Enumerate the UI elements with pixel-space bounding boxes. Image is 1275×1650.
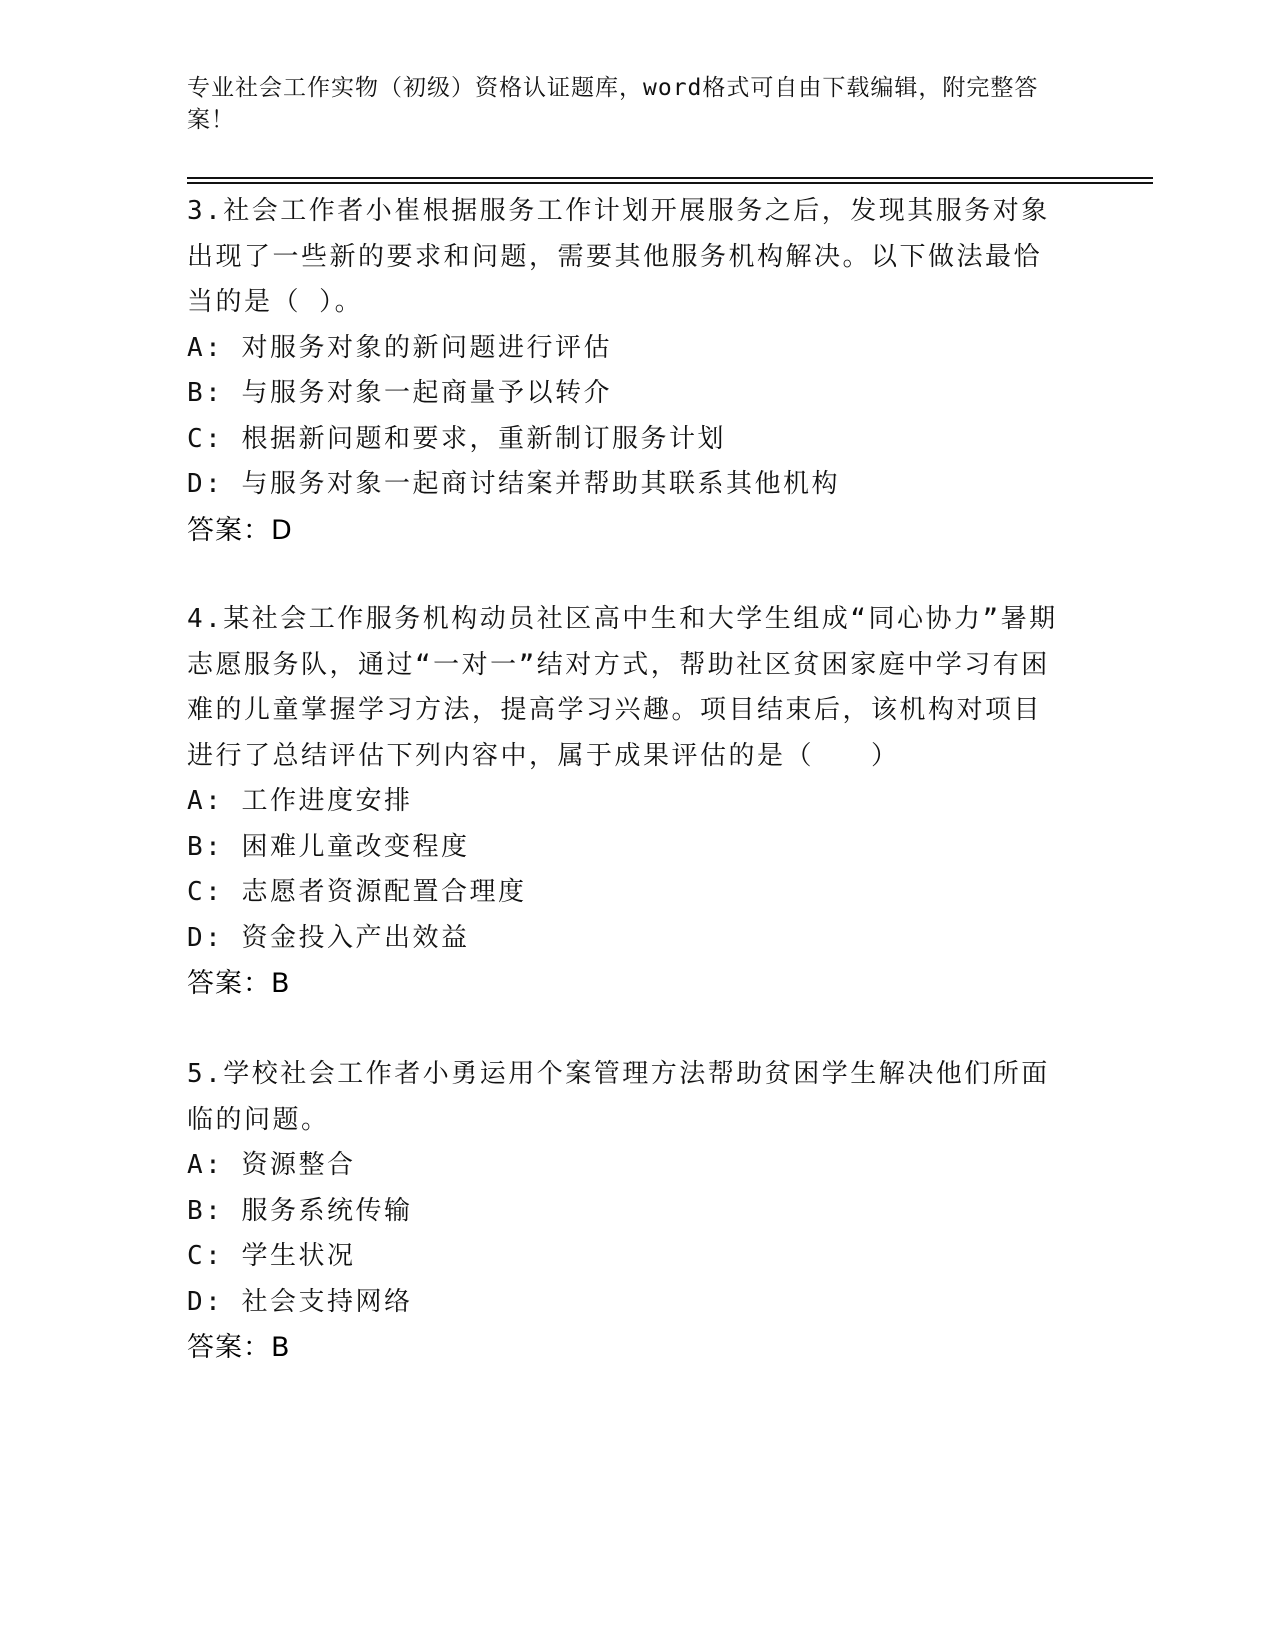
option-a: A: 工作进度安排 [187, 786, 413, 816]
header-divider-top [187, 177, 1153, 179]
question-stem: 3.社会工作者小崔根据服务工作计划开展服务之后，发现其服务对象出现了一些新的要求和问题，需要其他服务机构解决。以下做法最恰当的是（ ）。 [187, 196, 1050, 317]
option-a: A: 对服务对象的新问题进行评估 [187, 332, 612, 363]
option-c: C: 学生状况 [187, 1241, 356, 1271]
question-3 [187, 189, 1067, 553]
header-divider-bottom [187, 182, 1153, 184]
option-d: D: 资金投入产出效益 [187, 922, 470, 953]
option-d: D: 与服务对象一起商讨结案并帮助其联系其他机构 [187, 469, 840, 499]
question-stem: 4.某社会工作服务机构动员社区高中生和大学生组成“同心协力”暑期志愿服务队，通过“一对一”结对方式，帮助社区贫困家庭中学习有困难的儿童掌握学习方法，提高学习兴趣。项目结束后，该机构对项目进行了总结评估下列内容中，属于成果评估的是（ ） [187, 604, 1058, 771]
option-d: D: 社会支持网络 [187, 1286, 413, 1317]
question-5 [187, 1052, 1067, 1371]
option-b: B: 与服务对象一起商量予以转介 [187, 378, 612, 408]
page-header: 专业社会工作实物（初级）资格认证题库，word格式可自由下载编辑，附完整答案！ [187, 75, 1039, 133]
answer: 答案：D [187, 514, 293, 546]
option-b: B: 困难儿童改变程度 [187, 831, 470, 862]
option-b: B: 服务系统传输 [187, 1195, 413, 1226]
answer: 答案：B [187, 968, 291, 999]
option-a: A: 资源整合 [187, 1150, 356, 1180]
question-stem: 5.学校社会工作者小勇运用个案管理方法帮助贫困学生解决他们所面临的问题。 [187, 1059, 1050, 1135]
question-4 [187, 597, 1067, 1007]
option-c: C: 根据新问题和要求，重新制订服务计划 [187, 423, 726, 454]
answer: 答案：B [187, 1332, 291, 1363]
option-c: C: 志愿者资源配置合理度 [187, 877, 527, 907]
